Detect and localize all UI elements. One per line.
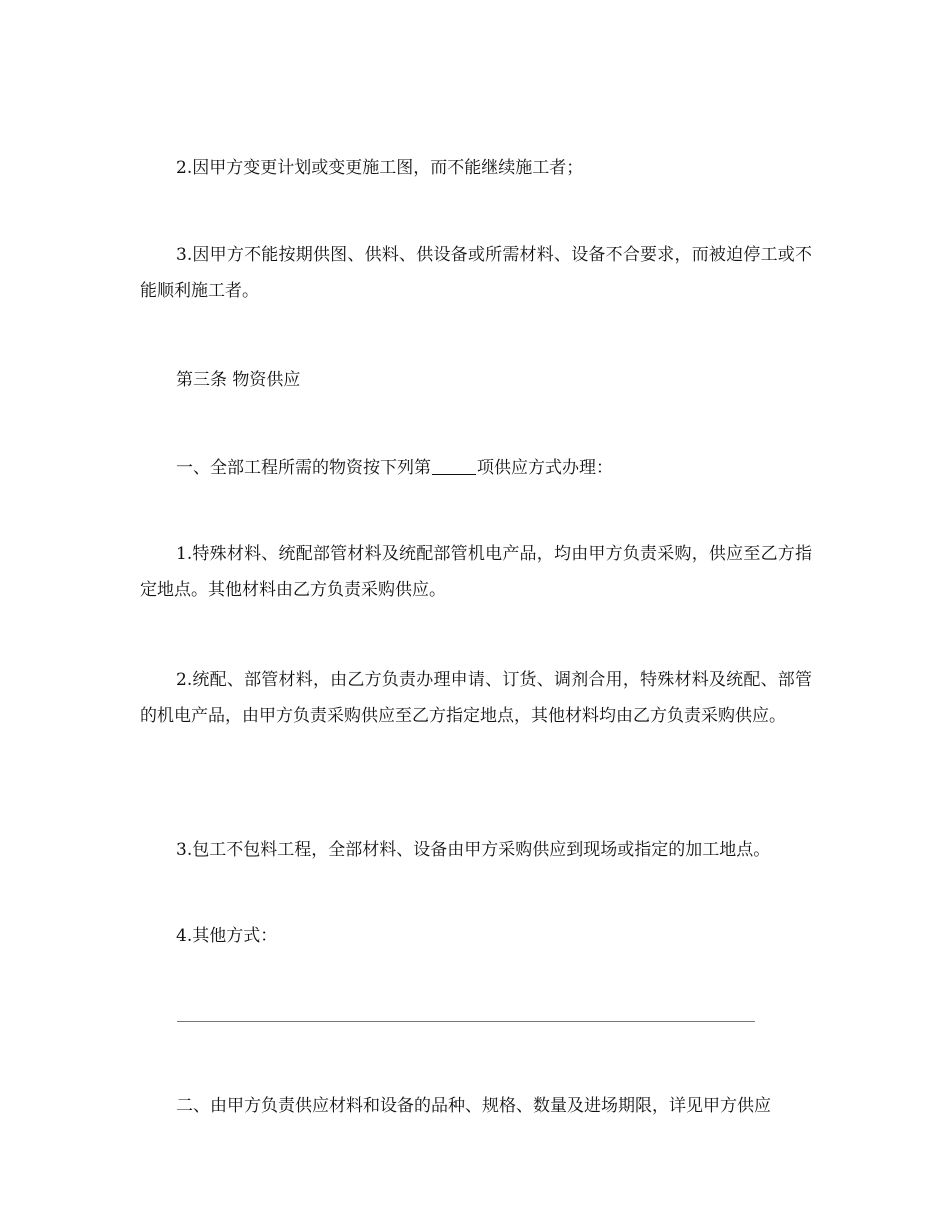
paragraph-clause-2: 2.因甲方变更计划或变更施工图，而不能继续施工者； xyxy=(176,158,584,178)
paragraph-supply-details: 二、由甲方负责供应材料和设备的品种、规格、数量及进场期限，详见甲方供应 xyxy=(176,1096,771,1116)
fill-in-blank xyxy=(432,456,476,475)
paragraph-method-4: 4.其他方式： xyxy=(176,926,278,946)
supply-method-text-after: 项供应方式办理： xyxy=(477,458,613,478)
paragraph-clause-3: 3.因甲方不能按期供图、供料、供设备或所需材料、设备不合要求，而被迫停工或不能顺利施工者。 xyxy=(140,245,812,301)
paragraph-method-3: 3.包工不包料工程，全部材料、设备由甲方采购供应到现场或指定的加工地点。 xyxy=(176,840,771,860)
section-heading-article-3: 第三条 物资供应 xyxy=(176,370,301,390)
paragraph-supply-method xyxy=(140,450,812,486)
paragraph-method-1: 1.特殊材料、统配部管材料及统配部管机电产品，均由甲方负责采购，供应至乙方指定地点。其他材料由乙方负责采购供应。 xyxy=(140,544,812,600)
fill-in-line xyxy=(177,1021,755,1022)
paragraph-method-2: 2.统配、部管材料，由乙方负责办理申请、订货、调剂合用，特殊材料及统配、部管的机电产品，由甲方负责采购供应至乙方指定地点，其他材料均由乙方负责采购供应。 xyxy=(140,670,812,726)
supply-method-text-before: 一、全部工程所需的物资按下列第 xyxy=(176,458,431,478)
